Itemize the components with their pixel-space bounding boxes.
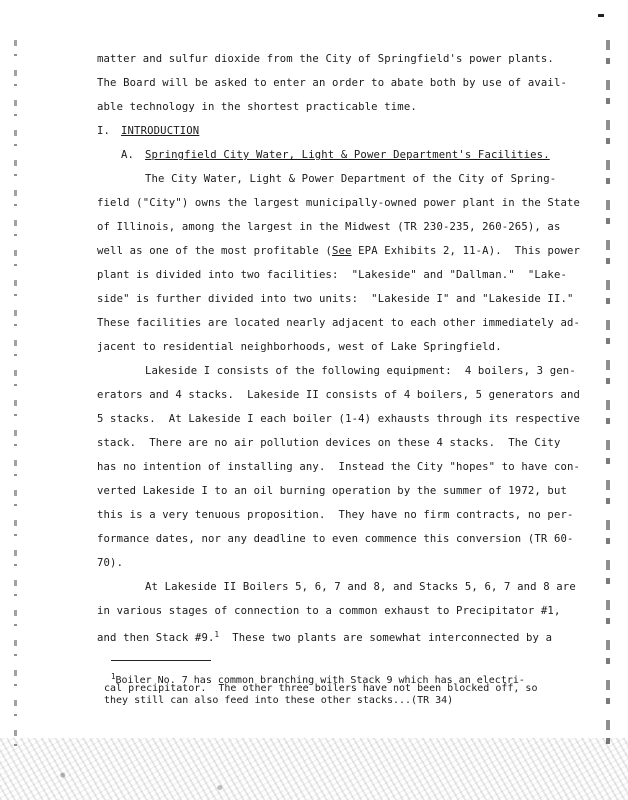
paragraph3-text: These two plants are somewhat interconnected by a (219, 632, 553, 644)
body-line: matter and sulfur dioxide from the City of Springfield's power plants. (97, 53, 554, 65)
paragraph1-line-with-citation (97, 245, 580, 257)
paragraph2-line: 70). (97, 557, 124, 569)
paragraph2-line: this is a very tenuous proposition. They have no firm contracts, no per- (97, 509, 574, 521)
subsection-title: Springfield City Water, Light & Power Department's Facilities. (145, 149, 550, 161)
paragraph2-line: verted Lakeside I to an oil burning operation by the summer of 1972, but (97, 485, 568, 497)
paragraph2-line: formance dates, nor any deadline to even commence this conversion (TR 60- (97, 533, 574, 545)
paragraph1-line: These facilities are located nearly adjacent to each other immediately ad- (97, 317, 581, 329)
paragraph3-text: and then Stack #9. (97, 632, 215, 644)
subsection-letter: A. (121, 149, 135, 161)
paragraph1-line: field ("City") owns the largest municipally-owned power plant in the State (97, 197, 581, 209)
body-line: able technology in the shortest practicable time. (97, 101, 417, 113)
paragraph1-text: EPA Exhibits 2, 11-A). This power (351, 245, 581, 257)
paragraph1-line: The City Water, Light & Power Department of the City of Spring- (145, 173, 557, 185)
paragraph2-line: stack. There are no air pollution devices on these 4 stacks. The City (97, 437, 561, 449)
footnote-marker: 1 (111, 672, 116, 681)
scan-corner-mark (598, 14, 604, 17)
paragraph3-line: in various stages of connection to a common exhaust to Precipitator #1, (97, 605, 561, 617)
scan-edge-left (14, 40, 17, 760)
paragraph2-line: 5 stacks. At Lakeside I each boiler (1-4) exhausts through its respective (97, 413, 581, 425)
scan-edge-right (606, 40, 610, 760)
footnote-reference[interactable]: 1 (214, 630, 220, 639)
footnote-line: cal precipitator. The other three boilers have not been blocked off, so (104, 683, 538, 694)
paragraph3-line: At Lakeside II Boilers 5, 6, 7 and 8, and Stacks 5, 6, 7 and 8 are (145, 581, 576, 593)
footnote-line: they still can also feed into these other stacks...(TR 34) (104, 695, 454, 706)
paragraph1-text: well as one of the most profitable ( (97, 245, 333, 257)
section-numeral: I. (97, 125, 111, 137)
footnote-separator (111, 660, 211, 661)
citation-signal: See (332, 245, 352, 257)
paragraph1-line: side" is further divided into two units: "Lakeside I" and "Lakeside II." (97, 293, 574, 305)
section-title: INTRODUCTION (121, 125, 200, 137)
body-line: The Board will be asked to enter an order to abate both by use of avail- (97, 77, 568, 89)
paragraph1-line: jacent to residential neighborhoods, west of Lake Springfield. (97, 341, 502, 353)
paragraph2-line: Lakeside I consists of the following equipment: 4 boilers, 3 gen- (145, 365, 576, 377)
footnote-text: Boiler No. 7 has common branching with Stack 9 which has an electri- (115, 675, 525, 686)
paragraph3-line-with-footnote-ref (97, 629, 552, 644)
paragraph1-line: of Illinois, among the largest in the Midwest (TR 230-235, 260-265), as (97, 221, 561, 233)
paragraph1-line: plant is divided into two facilities: "Lakeside" and "Dallman." "Lake- (97, 269, 568, 281)
paragraph2-line: has no intention of installing any. Instead the City "hopes" to have con- (97, 461, 581, 473)
scan-noise-bottom (0, 738, 628, 800)
paragraph2-line: erators and 4 stacks. Lakeside II consists of 4 boilers, 5 generators and (97, 389, 581, 401)
